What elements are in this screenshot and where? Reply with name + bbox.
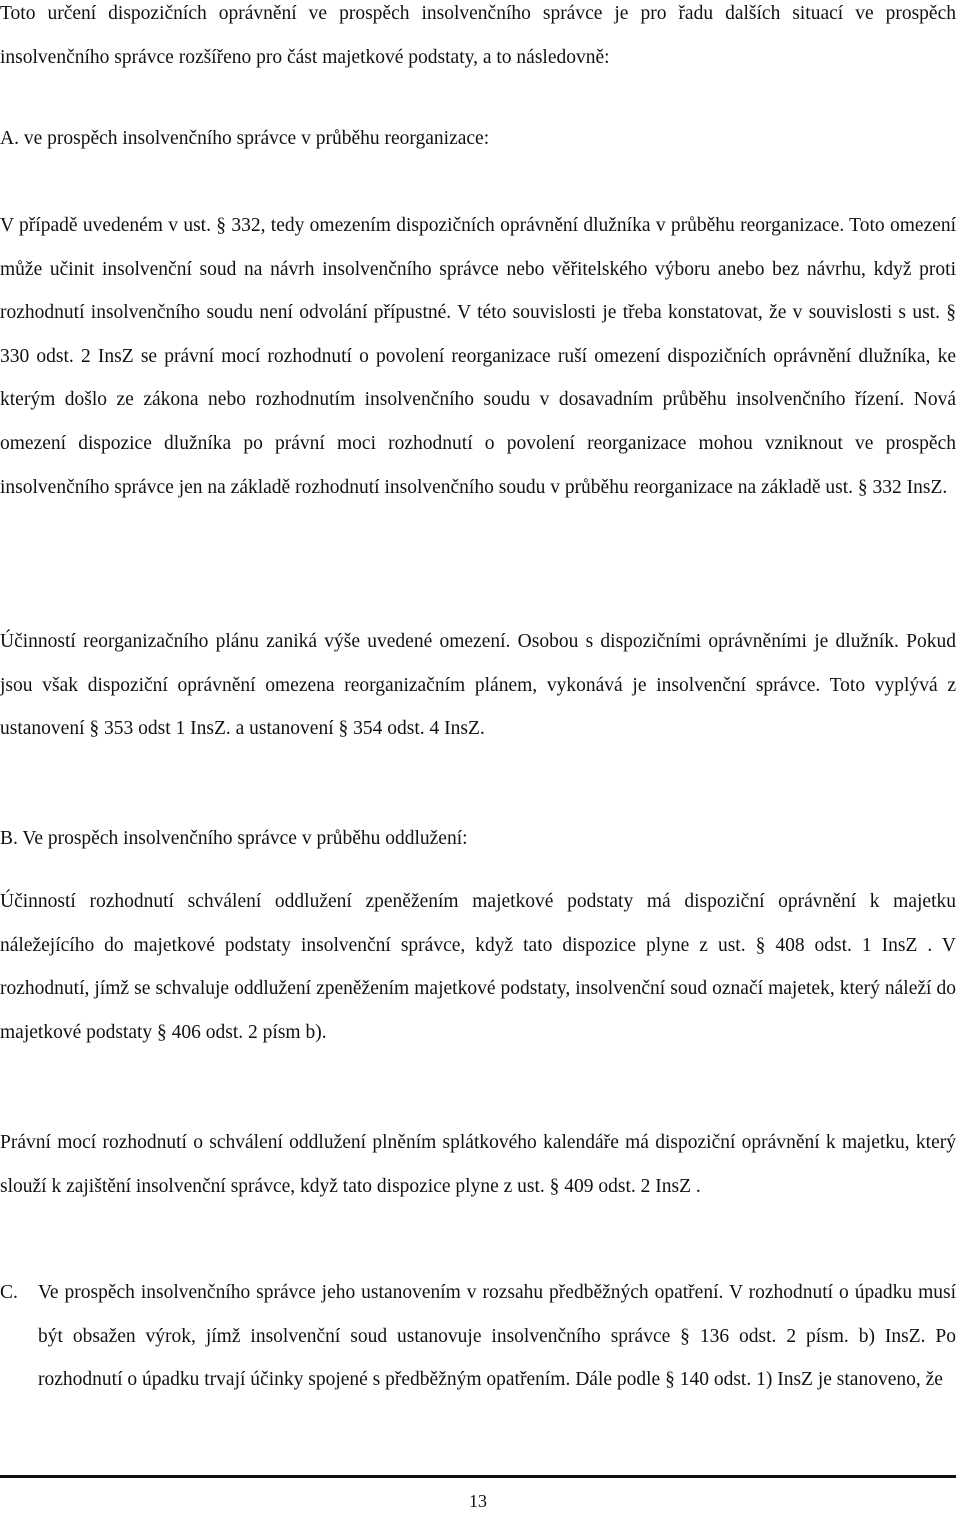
reorganization-paragraph: V případě uvedeném v ust. § 332, tedy omezením dispozičních oprávnění dlužníka v průběhu reorganizace. Toto omezení může učinit insolvenční soud na návrh insolvenčního správce nebo věřitelského výboru anebo bez návrhu, když proti rozhodnutí insolvenčního soudu není odvolání přípustné. V této souvislosti je třeba konstatovat, že v souvislosti s ust. § 330 odst. 2 InsZ se právní mocí rozhodnutí o povolení reorganizace ruší omezení dispozičních oprávnění dlužníka, ke kterým došlo ze zákona nebo rozhodnutím insolvenčního soudu v dosavadním průběhu insolvenčního řízení. Nová omezení dispozice dlužníka po právní moci rozhodnutí o povolení reorganizace mohou vzniknout ve prospěch insolvenčního správce jen na základě rozhodnutí insolvenčního soudu v průběhu reorganizace na základě ust. § 332 InsZ. xyxy=(0,215,956,498)
reorganization-plan-paragraph: Účinností reorganizačního plánu zaniká výše uvedené omezení. Osobou s dispozičními oprávněními je dlužník. Pokud jsou však dispoziční oprávnění omezena reorganizačním plánem, vykonává je insolvenční správce. Toto vyplývá z ustanovení § 353 odst 1 InsZ. a ustanovení § 354 odst. 4 InsZ. xyxy=(0,631,956,740)
page-number: 13 xyxy=(469,1491,487,1511)
section-a-heading: A. ve prospěch insolvenčního správce v průběhu reorganizace: xyxy=(0,128,490,149)
section-b-heading: B. Ve prospěch insolvenčního správce v průběhu oddlužení: xyxy=(0,828,468,849)
debt-relief-liquidation-paragraph: Účinností rozhodnutí schválení oddlužení zpeněžením majetkové podstaty má dispoziční oprávnění k majetku náležejícího do majetkové podstaty insolvenční správce, když tato dispozice plyne z ust. § 408 odst. 1 InsZ . V rozhodnutí, jímž se schvaluje oddlužení zpeněžením majetkové podstaty, insolvenční soud označí majetek, který náleží do majetkové podstaty § 406 odst. 2 písm b). xyxy=(0,891,956,1043)
payment-schedule-paragraph: Právní mocí rozhodnutí o schválení oddlužení plněním splátkového kalendáře má dispoziční oprávnění k majetku, který slouží k zajištění insolvenční správce, když tato dispozice plyne z ust. § 409 odst. 2 InsZ . xyxy=(0,1132,956,1197)
section-c-paragraph: Ve prospěch insolvenčního správce jeho ustanovením v rozsahu předběžných opatření. V rozhodnutí o úpadku musí být obsažen výrok, jímž insolvenční soud ustanovuje insolvenčního správce § 136 odst. 2 písm. b) InsZ. Po rozhodnutí o úpadku trvají účinky spojené s předběžným opatřením. Dále podle § 140 odst. 1) InsZ je stanoveno, že xyxy=(38,1282,956,1391)
footer-divider xyxy=(0,1475,956,1478)
section-c-letter: C. xyxy=(0,1282,18,1303)
intro-paragraph: Toto určení dispozičních oprávnění ve prospěch insolvenčního správce je pro řadu dalších situací ve prospěch insolvenčního správce rozšířeno pro část majetkové podstaty, a to následovně: xyxy=(0,3,956,68)
